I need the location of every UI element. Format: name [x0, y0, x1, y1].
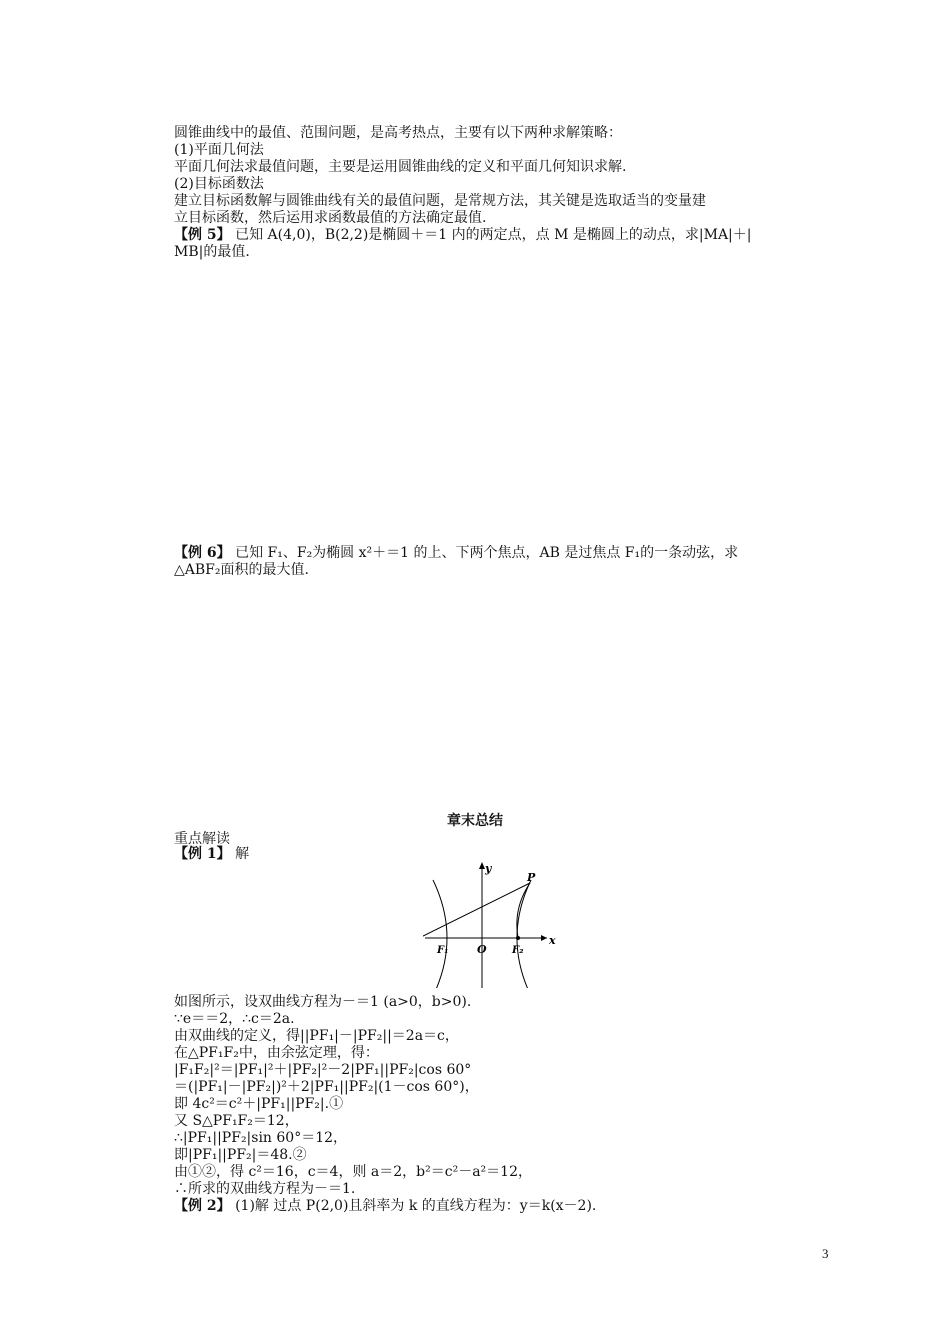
solution-line-10: 即|PF₁||PF₂|＝48.②: [174, 1147, 307, 1163]
example5-tag: 【例 5】: [174, 227, 231, 243]
example6-line-2: △ABF₂面积的最大值.: [174, 562, 309, 578]
label-f2: F₂: [512, 945, 524, 956]
solution-line-7: 即 4c²＝c²＋|PF₁||PF₂|.①: [174, 1096, 344, 1112]
summary-title: 章末总结: [447, 813, 503, 829]
example5-line-2: MB|的最值.: [174, 244, 250, 260]
solution-line-4: 在△PF₁F₂中，由余弦定理，得：: [174, 1045, 379, 1061]
line-pf1: [423, 883, 530, 938]
solution-line-3: 由双曲线的定义，得||PF₁|－|PF₂||＝2a＝c，: [174, 1028, 459, 1044]
example6-tag: 【例 6】: [174, 545, 231, 561]
x-axis-arrow: [541, 935, 547, 941]
example1-line: [174, 846, 249, 863]
solution-line-5: |F₁F₂|²＝|PF₁|²＋|PF₂|²－2|PF₁||PF₂|cos 60°: [174, 1062, 472, 1078]
intro-line-2: (1)平面几何法: [174, 142, 264, 158]
label-x: x: [549, 934, 556, 947]
intro-line-1: 圆锥曲线中的最值、范围问题，是高考热点，主要有以下两种求解策略：: [174, 125, 622, 141]
intro-line-6: 立目标函数，然后运用求函数最值的方法确定最值.: [174, 210, 487, 226]
intro-line-4: (2)目标函数法: [174, 176, 264, 192]
label-f1: F₁: [437, 945, 449, 956]
hyperbola-left-branch: [433, 880, 447, 988]
intro-line-3: 平面几何法求最值问题，主要是运用圆锥曲线的定义和平面几何知识求解.: [174, 159, 627, 175]
label-p: P: [527, 871, 536, 884]
solution-line-12: ∴所求的双曲线方程为－＝1.: [174, 1181, 356, 1197]
example2-tag: 【例 2】: [174, 1198, 231, 1214]
example1-tag: 【例 1】: [174, 846, 231, 862]
solution-line-1: 如图所示，设双曲线方程为－＝1 (a>0，b>0).: [174, 994, 472, 1010]
example2-text: (1)解 过点 P(2,0)且斜率为 k 的直线方程为：y＝k(x－2).: [230, 1198, 597, 1214]
key-reading-heading: 重点解读: [174, 831, 230, 847]
line-pf2: [517, 883, 530, 938]
solution-line-2: ∵e＝＝2，∴c＝2a.: [174, 1011, 295, 1027]
solution-line-6: ＝(|PF₁|－|PF₂|)²＋2|PF₁||PF₂|(1－cos 60°)，: [174, 1079, 479, 1095]
label-y: y: [485, 862, 492, 875]
example5-line-1: [174, 227, 752, 244]
solution-line-11: 由①②，得 c²＝16，c＝4，则 a＝2，b²＝c²－a²＝12，: [174, 1164, 532, 1180]
focus-f2-point: [516, 936, 520, 940]
solution-line-8: 又 S△PF₁F₂＝12，: [174, 1113, 299, 1129]
example6-text: 已知 F₁、F₂为椭圆 x²＋＝1 的上、下两个焦点，AB 是过焦点 F₁的一条动弦，求: [230, 545, 739, 561]
hyperbola-figure: [423, 858, 563, 988]
hyperbola-right-branch: [517, 880, 531, 988]
solution-line-9: ∴|PF₁||PF₂|sin 60°＝12，: [174, 1130, 348, 1146]
example6-line-1: [174, 545, 738, 562]
intro-line-5: 建立目标函数解与圆锥曲线有关的最值问题，是常规方法，其关键是选取适当的变量建: [174, 193, 706, 209]
example5-text: 已知 A(4,0)，B(2,2)是椭圆＋＝1 内的两定点，点 M 是椭圆上的动点，求|MA|＋|: [230, 227, 752, 243]
page-number: 3: [822, 1246, 829, 1261]
example1-text: 解: [230, 846, 250, 862]
example2-line: [174, 1198, 596, 1215]
label-o: O: [477, 943, 487, 956]
